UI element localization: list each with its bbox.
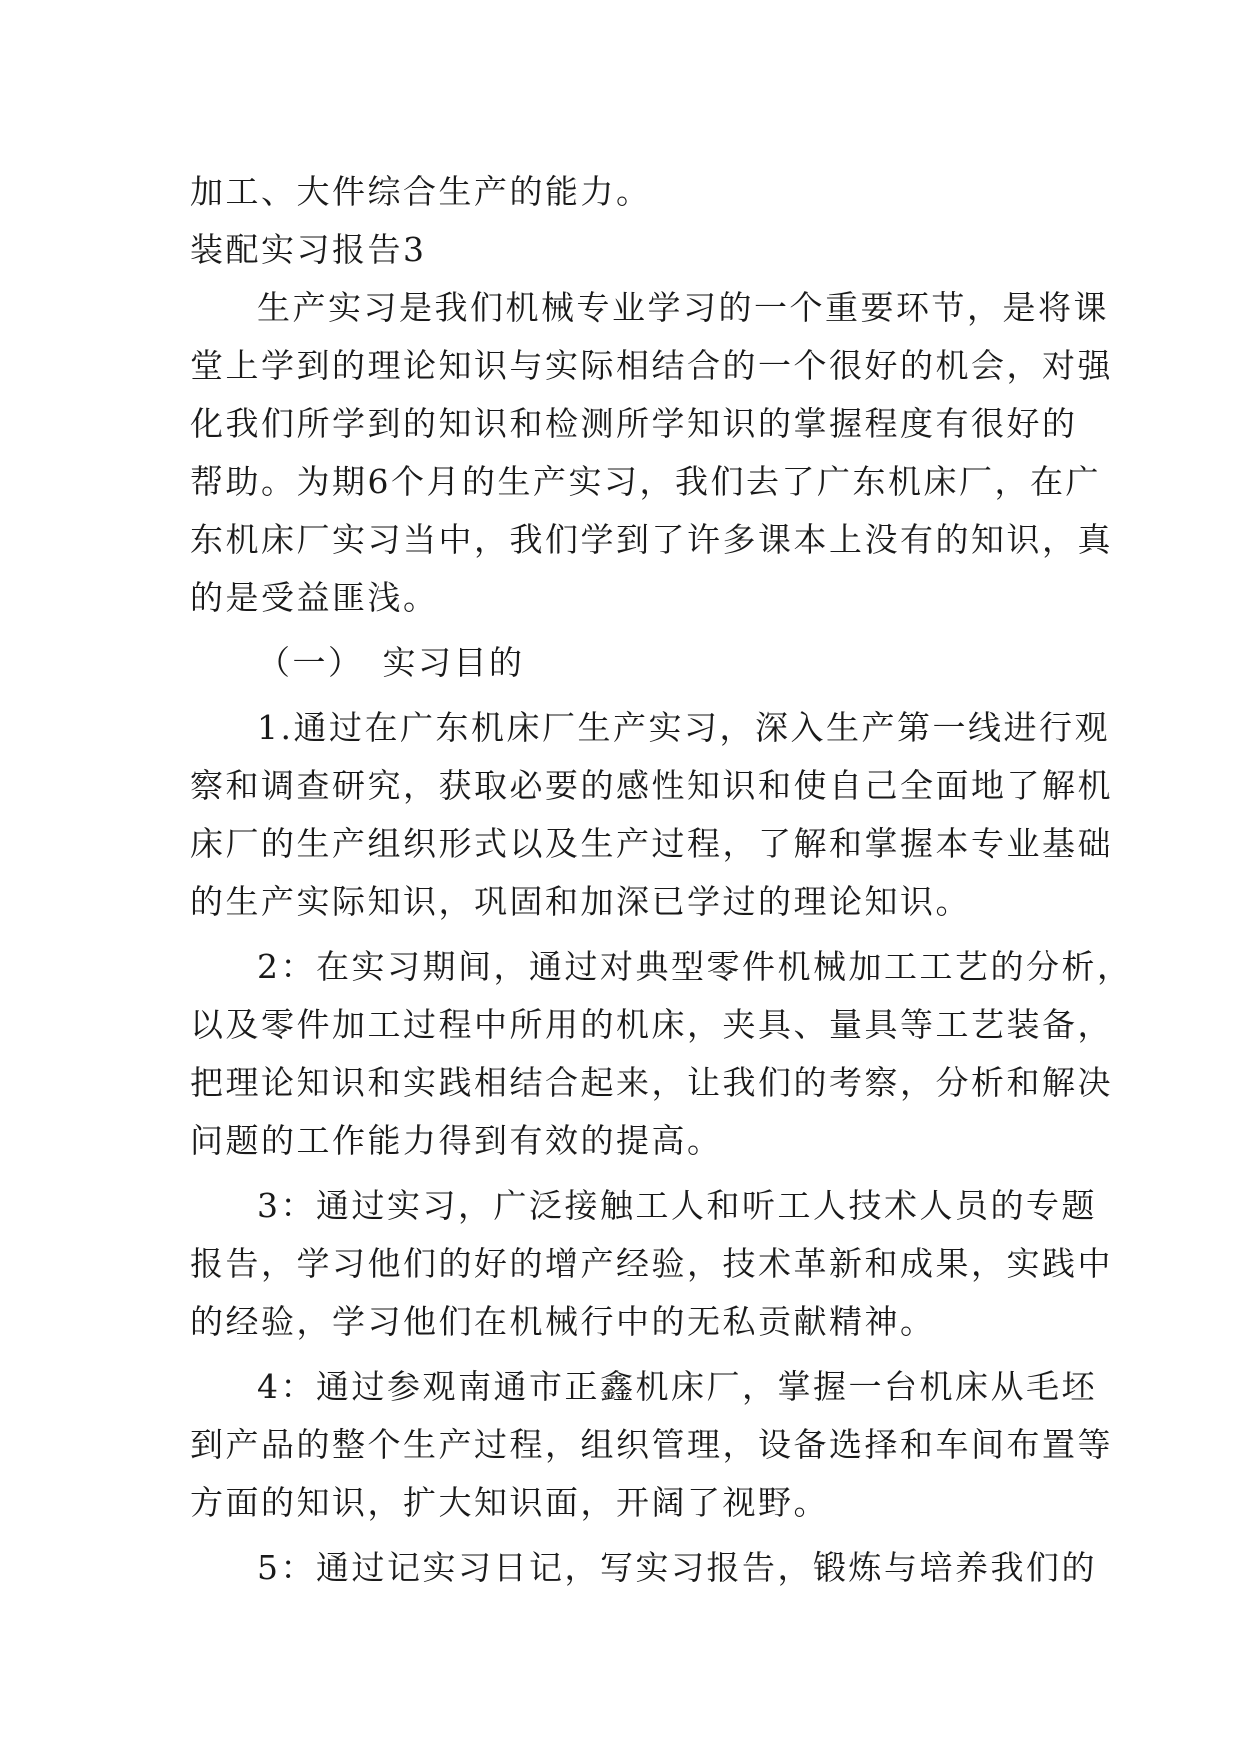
- text-line: 化我们所学到的知识和检测所学知识的掌握程度有很好的: [190, 404, 1078, 443]
- text-line: 到产品的整个生产过程，组织管理，设备选择和车间布置等: [190, 1425, 1113, 1464]
- text-line: 把理论知识和实践相结合起来，让我们的考察，分析和解决: [190, 1063, 1113, 1102]
- text-line: 问题的工作能力得到有效的提高。: [190, 1121, 723, 1160]
- text-line: 东机床厂实习当中，我们学到了许多课本上没有的知识，真: [190, 520, 1113, 559]
- text-line: 的生产实际知识，巩固和加深已学过的理论知识。: [190, 882, 971, 921]
- subsection-heading: （一） 实习目的: [257, 643, 525, 682]
- text-line: 方面的知识，扩大知识面，开阔了视野。: [190, 1483, 829, 1522]
- text-line: 4：通过参观南通市正鑫机床厂，掌握一台机床从毛坯: [257, 1367, 1097, 1406]
- text-line: 1.通过在广东机床厂生产实习，深入生产第一线进行观: [257, 708, 1110, 747]
- text-line: 报告，学习他们的好的增产经验，技术革新和成果，实践中: [190, 1244, 1113, 1283]
- text-line: 2：在实习期间，通过对典型零件机械加工工艺的分析，: [257, 947, 1133, 986]
- text-line: 堂上学到的理论知识与实际相结合的一个很好的机会，对强: [190, 346, 1113, 385]
- text-line: 帮助。为期6个月的生产实习，我们去了广东机床厂，在广: [190, 462, 1101, 501]
- text-line: 察和调查研究，获取必要的感性知识和使自己全面地了解机: [190, 766, 1113, 805]
- text-line: 加工、大件综合生产的能力。: [190, 172, 652, 211]
- text-line: 以及零件加工过程中所用的机床，夹具、量具等工艺装备，: [190, 1005, 1113, 1044]
- document-body: [190, 163, 1133, 1597]
- text-line: 的经验，学习他们在机械行中的无私贡献精神。: [190, 1302, 936, 1341]
- text-line: 床厂的生产组织形式以及生产过程，了解和掌握本专业基础: [190, 824, 1113, 863]
- text-line: 生产实习是我们机械专业学习的一个重要环节，是将课: [257, 288, 1109, 327]
- text-line: 3：通过实习，广泛接触工人和听工人技术人员的专题: [257, 1186, 1097, 1225]
- text-line: 的是受益匪浅。: [190, 578, 439, 617]
- section-heading: 装配实习报告3: [190, 230, 427, 269]
- text-line: 5：通过记实习日记，写实习报告，锻炼与培养我们的: [257, 1548, 1097, 1587]
